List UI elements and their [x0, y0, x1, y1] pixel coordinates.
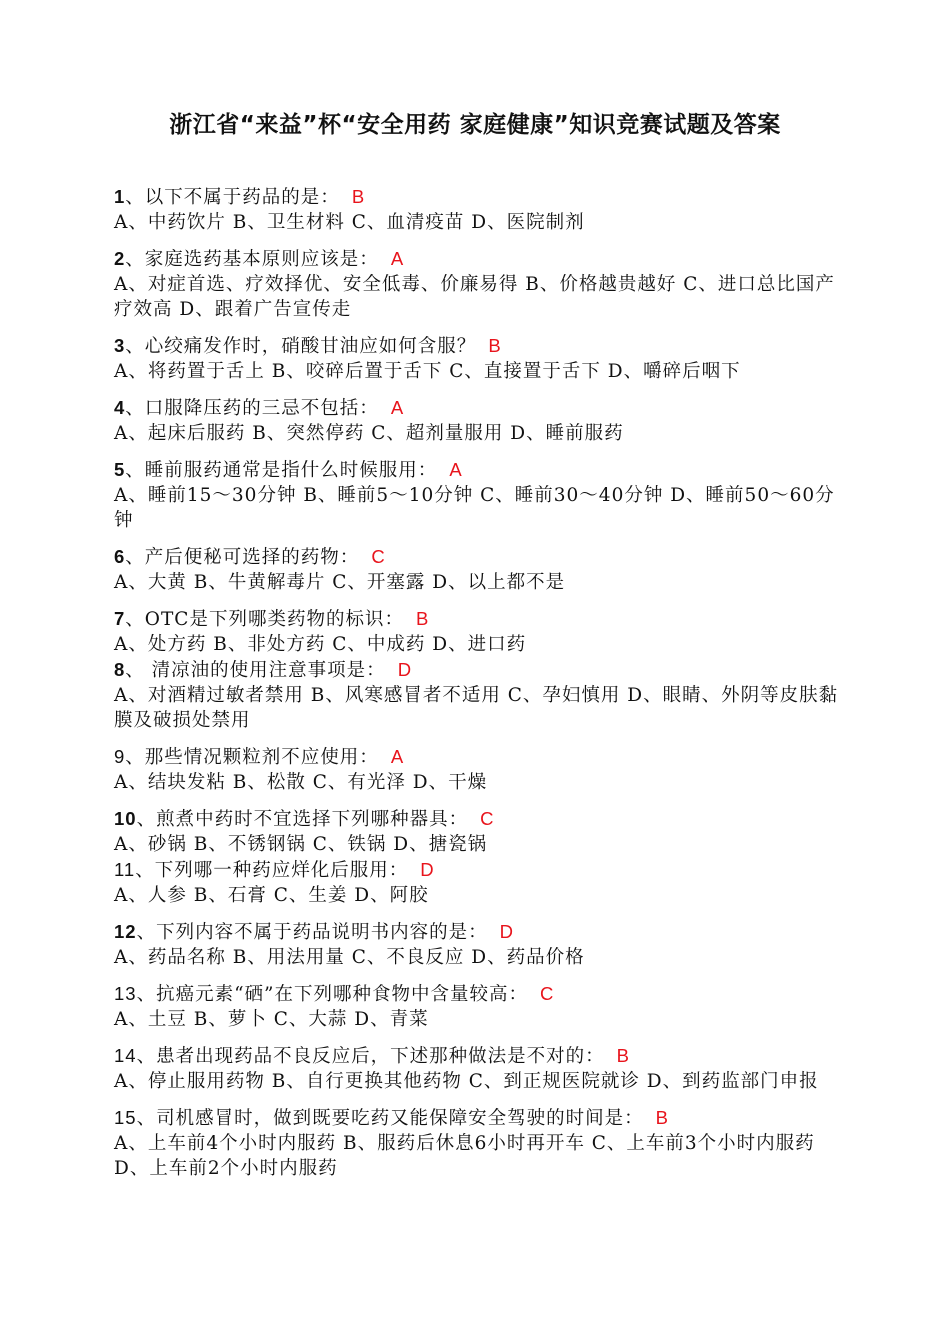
answer-key: B [415, 608, 430, 629]
question-item [114, 457, 839, 533]
answer-key: B [351, 186, 366, 207]
question-number: 7 [114, 608, 126, 629]
question-number: 6 [114, 546, 126, 567]
answer-key: A [390, 397, 405, 418]
question-options: A、药品名称 B、用法用量 C、不良反应 D、药品价格 [114, 947, 585, 968]
question-item [114, 657, 839, 733]
question-text: 、以下不属于药品的是： [125, 187, 340, 208]
question-number: 1 [114, 186, 126, 207]
question-item [114, 184, 839, 235]
question-stem [114, 806, 839, 832]
question-number: 8 [114, 659, 126, 680]
question-text: 、 清凉油的使用注意事项是： [125, 660, 386, 681]
question-stem [114, 744, 839, 770]
question-item [114, 544, 839, 595]
question-stem [114, 981, 839, 1007]
question-stem [114, 395, 839, 421]
question-stem [114, 919, 839, 945]
question-number: 12 [114, 921, 137, 942]
question-text: 、心绞痛发作时，硝酸甘油应如何含服？ [125, 336, 477, 357]
question-options: A、上车前4个小时内服药 B、服药后休息6小时再开车 C、上车前3个小时内服药 D、上车前2个小时内服药 [114, 1133, 815, 1179]
question-options: A、对症首选、疗效择优、安全低毒、价廉易得 B、价格越贵越好 C、进口总比国产疗效高 D、跟着广告宣传走 [114, 274, 835, 320]
question-stem [114, 457, 839, 483]
answer-key: C [540, 983, 555, 1004]
question-options: A、中药饮片 B、卫生材料 C、血清疫苗 D、医院制剂 [114, 212, 585, 233]
answer-key: D [420, 859, 435, 880]
question-stem [114, 1105, 839, 1131]
question-text: 、司机感冒时，做到既要吃药又能保障安全驾驶的时间是： [136, 1108, 644, 1129]
question-item [114, 1043, 839, 1094]
question-options: A、大黄 B、牛黄解毒片 C、开塞露 D、以上都不是 [114, 572, 566, 593]
question-text: 、下列哪一种药应烊化后服用： [135, 860, 409, 881]
answer-key: A [449, 459, 463, 480]
question-stem [114, 1043, 839, 1069]
answer-key: D [499, 921, 514, 942]
question-text: 、煎煮中药时不宜选择下列哪种器具： [136, 809, 469, 830]
answer-key: D [397, 659, 413, 680]
question-options: A、砂锅 B、不锈钢锅 C、铁锅 D、搪瓷锅 [114, 834, 488, 855]
question-options: A、睡前15～30分钟 B、睡前5～10分钟 C、睡前30～40分钟 D、睡前50～60分钟 [114, 485, 835, 531]
question-text: 、下列内容不属于药品说明书内容的是： [136, 922, 488, 943]
question-number: 13 [114, 983, 137, 1004]
question-stem [114, 246, 839, 272]
answer-key: C [480, 808, 495, 829]
answer-key: A [390, 248, 405, 269]
question-text: 、那些情况颗粒剂不应使用： [125, 747, 379, 768]
question-item [114, 857, 839, 908]
answer-key: B [655, 1107, 669, 1128]
question-stem [114, 606, 839, 632]
question-options: A、土豆 B、萝卜 C、大蒜 D、青菜 [114, 1009, 429, 1030]
answer-key: B [616, 1045, 630, 1066]
question-item [114, 981, 839, 1032]
question-options: A、处方药 B、非处方药 C、中成药 D、进口药 [114, 634, 527, 655]
question-text: 、OTC是下列哪类药物的标识： [125, 609, 404, 630]
question-options: A、停止服用药物 B、自行更换其他药物 C、到正规医院就诊 D、到药监部门申报 [114, 1071, 819, 1092]
question-item [114, 606, 839, 657]
question-item [114, 246, 839, 322]
question-options: A、起床后服药 B、突然停药 C、超剂量服用 D、睡前服药 [114, 423, 624, 444]
question-item [114, 744, 839, 795]
question-item [114, 395, 839, 446]
question-number: 2 [114, 248, 126, 269]
page-title: 浙江省“来益”杯“安全用药 家庭健康”知识竞赛试题及答案 [169, 112, 781, 138]
question-item [114, 806, 839, 857]
question-number: 10 [114, 808, 137, 829]
question-number: 3 [114, 335, 126, 356]
question-text: 、患者出现药品不良反应后，下述那种做法是不对的： [136, 1046, 605, 1067]
question-number: 14 [114, 1045, 137, 1066]
question-number: 15 [114, 1107, 137, 1128]
answer-key: C [371, 546, 386, 567]
question-number: 9 [114, 746, 126, 767]
question-stem [114, 333, 839, 359]
answer-key: A [390, 746, 405, 767]
question-number: 4 [114, 397, 126, 418]
question-options: A、对酒精过敏者禁用 B、风寒感冒者不适用 C、孕妇慎用 D、眼睛、外阴等皮肤黏膜及破损处禁用 [114, 685, 839, 731]
question-options: A、结块发粘 B、松散 C、有光泽 D、干燥 [114, 772, 488, 793]
question-item [114, 1105, 839, 1181]
question-list [114, 184, 839, 1192]
question-number: 11 [114, 859, 136, 880]
question-text: 、睡前服药通常是指什么时候服用： [125, 460, 438, 481]
question-stem [114, 657, 839, 683]
question-stem [114, 544, 839, 570]
question-item [114, 919, 839, 970]
question-text: 、产后便秘可选择的药物： [125, 547, 360, 568]
question-number: 5 [114, 459, 126, 480]
question-options: A、将药置于舌上 B、咬碎后置于舌下 C、直接置于舌下 D、嚼碎后咽下 [114, 361, 741, 382]
question-item [114, 333, 839, 384]
question-stem [114, 184, 839, 210]
question-stem [114, 857, 839, 883]
question-text: 、抗癌元素“硒”在下列哪种食物中含量较高： [136, 984, 528, 1005]
question-text: 、口服降压药的三忌不包括： [125, 398, 379, 419]
answer-key: B [488, 335, 502, 356]
question-text: 、家庭选药基本原则应该是： [125, 249, 379, 270]
question-options: A、人参 B、石膏 C、生姜 D、阿胶 [114, 885, 429, 906]
